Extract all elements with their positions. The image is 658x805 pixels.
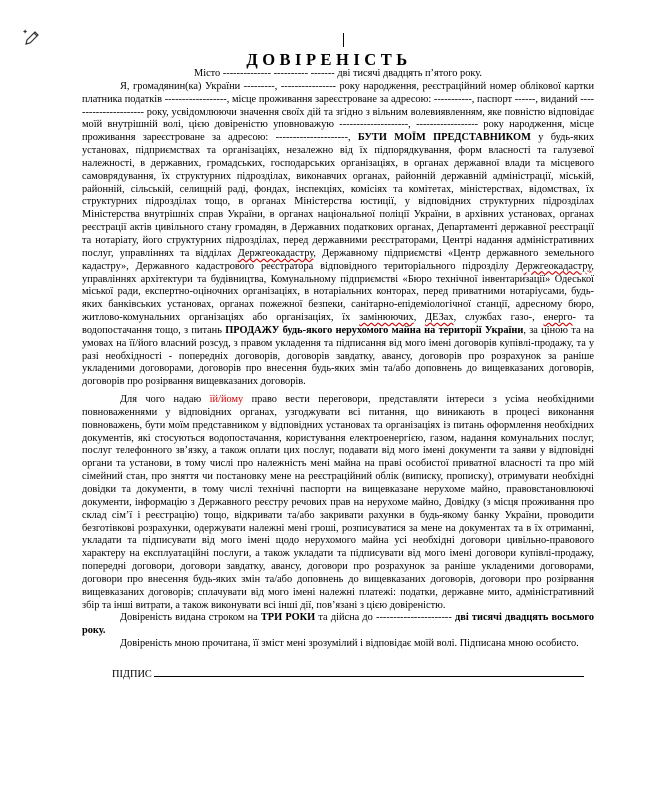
signature-line bbox=[82, 667, 594, 682]
document-title: ДОВІРЕНІСТЬ bbox=[246, 50, 412, 69]
text-cursor bbox=[343, 33, 344, 47]
signature-label: ПІДПИС bbox=[112, 668, 152, 680]
document-body[interactable] bbox=[82, 68, 594, 682]
paragraph-authorization: Я, громадянин(ка) України ---------, ---------------- року народження, реєстраційний номер облікової картки платника податків ------------------, місце проживання зареєстроване за адресою: -----------, паспорт ------, виданий ---------------------- року, усвідомлюючи значення своїх дій та згідно з вільним волевиявленням, яке повністю відповідає моїй внутрішній волі, цією довіреністю уповноважую --------------------, ------------------ року народження, місце проживання зареєстроване за адресою: ---------------------, БУТИ МОЇМ ПРЕДСТАВНИКОМ у будь-яких установах, підприємствах та організаціях, незалежно від їх підпорядкування, форм власності та галузевої належності, в державних, громадських, господарських організаціях, в органах державної влади та місцевого самоврядування, їх структурних підрозділах, виконавчих органах, районній державній адміністрації, міській, районній, сільській, селищній раді, фондах, інспекціях, комісіях та комітетах, міністерствах, відомствах, їх структурних підрозділах тощо, в органах Міністерства юстиції, у відповідних структурних підрозділах Міністерства внутрішніх справ України, в органах національної поліції України, в архівних установах, органах реєстрації актів цивільного стану громадян, в Державних податкових органах, Департаменті державної реєстрації та нотаріату, його структурних підрозділах, перед державними реєстраторами, Центрі надання адміністративних послуг, управліннях та відділах Держгеокадастру, Державному підприємстві «Центр державного земельного кадастру», Державного кадастрового реєстратора відповідного територіального підрозділу Держгеокадастру, управліннях архітектури та будівництва, Комунальному підприємстві «Бюро технічної інвентаризації» Одеської міської ради, експертно-оціночних організаціях, в нотаріальних конторах, перед приватними нотаріусами, будь-яких банківських установах, органах пожежної безпеки, санітарно-епідеміологічної станції, адресному бюро, житлово-комунальних організаціях або організаціях, їх замінюючих, ДЕЗах, службах газо-, енерго- та водопостачання тощо, з питань ПРОДАЖУ будь-якого нерухомого майна на території України, за ціною та на умовах на її/його власний розсуд, з правом укладення та підписання від мого імені договорів купівлі-продажу, та у разі необхідності - попередніх договорів, договорів завдатку, авансу, договорів про розрахунок за раніше укладеними договорами, договорів про внесення будь-яких змін та/або доповнень до вищевказаних договорів, договорів про розірвання вищевказаних договорів. bbox=[82, 80, 594, 388]
paragraph-validity: Довіреність видана строком на ТРИ РОКИ та дійсна до ---------------------- дві тисячі двадцять восьмого року. bbox=[82, 612, 594, 637]
paragraph-powers: Для чого надаю їй/йому право вести переговори, представляти інтереси з усіма необхідними повноваженнями у відповідних органах, узгоджувати всі питання, що виникають в процесі виконання повноважень, бути моїм представником у відповідних установах та організаціях із питань оформлення необхідних документів, які стосуються водопостачання, користування електроенергією, газом, надання комунальних послуг, послуг телефонного зв’язку, а також оплати цих послуг, подавати від мого імені документи та заяви у відповідні органи та установи, в тому числі про належність мені майна на праві особистої приватної власності та про мій сімейний стан, про зняття чи постановку мене на реєстраційний облік (виписку, прописку), отримувати необхідні довідки та документи, в тому числі технічні паспорти на вищевказане нерухоме майно, правовстановлюючі документи, інформацію з Державного реєстру речових прав на нерухоме майно, Довідку (з місця проживання про склад сім’ї і реєстрацію) тощо, відкривати та/або закривати рахунки в будь-якому банку України, проводити безготівкові розрахунки, одержувати належні мені гроші, розписуватися за мене на документах та в їх отриманні, укладати та підписувати від мого імені щодо нерухомого майна усі необхідні договори цивільно-правового характеру на експлуатаційні послуги, а також укладати та підписувати від мого імені договори купівлі-продажу, попередні договори, договори завдатку, авансу, договори про розрахунок за раніше укладеними договорами, договори про внесення будь-яких змін та/або доповнень до вищевказаних договорів, договори про розірвання вищевказаних договорів; сплачувати від мого імені належні платежі: податки, державне мито, адміністративний збір та інші витрати, а також виконувати всі інші дії, пов’язані з цією довіреністю. bbox=[82, 394, 594, 611]
edit-pen-icon[interactable] bbox=[22, 28, 42, 48]
city-date-line: Місто -------------- ---------- ------- дві тисячі двадцять п’ятого року. bbox=[194, 68, 482, 79]
paragraph-acknowledgement: Довіреність мною прочитана, її зміст мені зрозумілий і відповідає моїй волі. Підписана мною особисто. bbox=[120, 638, 579, 650]
signature-field[interactable] bbox=[154, 667, 584, 677]
